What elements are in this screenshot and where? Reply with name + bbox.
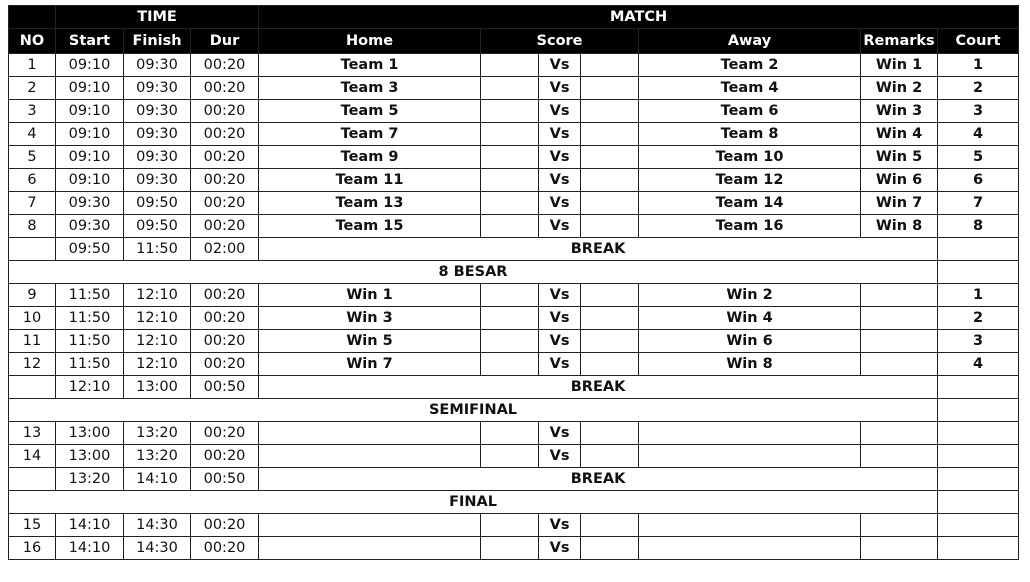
remarks [861,284,938,307]
match-schedule-table [8,5,1019,560]
header-no: NO [9,29,56,54]
away-team [639,537,861,560]
match-no [9,238,56,261]
match-no: 10 [9,307,56,330]
vs-label: Vs [539,307,581,330]
duration: 00:50 [191,376,259,399]
vs-label: Vs [539,77,581,100]
away-team: Team 10 [639,146,861,169]
duration: 00:20 [191,54,259,77]
header-row-top [9,6,1019,29]
away-score [581,100,639,123]
start-time: 14:10 [56,514,124,537]
court: 1 [938,54,1019,77]
away-team: Win 2 [639,284,861,307]
away-score [581,215,639,238]
table-row [9,514,1019,537]
header-away: Away [639,29,861,54]
table-row [9,100,1019,123]
home-score [481,100,539,123]
start-time: 09:10 [56,169,124,192]
duration: 00:20 [191,422,259,445]
remarks: Win 8 [861,215,938,238]
home-team: Team 15 [259,215,481,238]
vs-label: Vs [539,284,581,307]
away-score [581,514,639,537]
vs-label: Vs [539,514,581,537]
table-row [9,353,1019,376]
start-time: 09:50 [56,238,124,261]
vs-label: Vs [539,54,581,77]
start-time: 12:10 [56,376,124,399]
home-team [259,445,481,468]
start-time: 09:10 [56,123,124,146]
table-row [9,77,1019,100]
table-row [9,307,1019,330]
start-time: 13:20 [56,468,124,491]
duration: 00:20 [191,445,259,468]
home-score [481,330,539,353]
table-row [9,123,1019,146]
away-team: Team 16 [639,215,861,238]
finish-time: 11:50 [124,238,191,261]
home-score [481,353,539,376]
header-row-columns [9,29,1019,54]
table-row [9,445,1019,468]
finish-time: 09:30 [124,77,191,100]
remarks [861,514,938,537]
court [938,261,1019,284]
break-label: BREAK [259,468,938,491]
duration: 00:20 [191,215,259,238]
court [938,491,1019,514]
home-team: Win 3 [259,307,481,330]
start-time: 09:30 [56,215,124,238]
home-score [481,169,539,192]
table-row [9,54,1019,77]
start-time: 09:10 [56,100,124,123]
remarks: Win 4 [861,123,938,146]
match-no: 1 [9,54,56,77]
table-row [9,169,1019,192]
vs-label: Vs [539,422,581,445]
start-time: 11:50 [56,284,124,307]
court [938,468,1019,491]
match-no: 7 [9,192,56,215]
header-time: TIME [56,6,259,29]
vs-label: Vs [539,445,581,468]
finish-time: 09:30 [124,54,191,77]
home-team: Team 13 [259,192,481,215]
vs-label: Vs [539,330,581,353]
break-row [9,238,1019,261]
home-score [481,123,539,146]
duration: 00:20 [191,146,259,169]
start-time: 11:50 [56,330,124,353]
match-no: 8 [9,215,56,238]
court: 8 [938,215,1019,238]
remarks: Win 6 [861,169,938,192]
court: 3 [938,100,1019,123]
finish-time: 12:10 [124,353,191,376]
finish-time: 09:30 [124,123,191,146]
duration: 00:20 [191,192,259,215]
section-title-8-besar: 8 BESAR [9,261,938,284]
section-row [9,261,1019,284]
match-no: 9 [9,284,56,307]
match-no: 14 [9,445,56,468]
section-row [9,491,1019,514]
finish-time: 12:10 [124,330,191,353]
away-score [581,422,639,445]
remarks: Win 3 [861,100,938,123]
finish-time: 12:10 [124,284,191,307]
table-row [9,330,1019,353]
match-no [9,468,56,491]
start-time: 09:30 [56,192,124,215]
match-no: 5 [9,146,56,169]
table-row [9,284,1019,307]
court [938,537,1019,560]
duration: 00:20 [191,330,259,353]
section-title-semifinal: SEMIFINAL [9,399,938,422]
away-team: Team 2 [639,54,861,77]
remarks [861,353,938,376]
duration: 00:20 [191,100,259,123]
away-team: Team 14 [639,192,861,215]
home-score [481,146,539,169]
court [938,422,1019,445]
home-score [481,514,539,537]
away-score [581,445,639,468]
match-no: 6 [9,169,56,192]
away-score [581,169,639,192]
finish-time: 13:00 [124,376,191,399]
home-team: Team 3 [259,77,481,100]
match-no: 15 [9,514,56,537]
header-dur: Dur [191,29,259,54]
court: 2 [938,77,1019,100]
home-team: Win 7 [259,353,481,376]
away-score [581,123,639,146]
match-no [9,376,56,399]
home-team [259,514,481,537]
remarks [861,330,938,353]
away-team: Win 8 [639,353,861,376]
court [938,238,1019,261]
home-score [481,77,539,100]
duration: 00:50 [191,468,259,491]
vs-label: Vs [539,123,581,146]
home-team: Team 1 [259,54,481,77]
court: 5 [938,146,1019,169]
match-no: 16 [9,537,56,560]
duration: 00:20 [191,514,259,537]
header-start: Start [56,29,124,54]
section-row [9,399,1019,422]
finish-time: 13:20 [124,422,191,445]
remarks [861,445,938,468]
start-time: 09:10 [56,77,124,100]
table-row [9,146,1019,169]
finish-time: 09:30 [124,100,191,123]
table-row [9,215,1019,238]
home-score [481,307,539,330]
away-team: Team 4 [639,77,861,100]
header-finish: Finish [124,29,191,54]
home-score [481,422,539,445]
court: 4 [938,353,1019,376]
duration: 00:20 [191,169,259,192]
match-no: 3 [9,100,56,123]
start-time: 11:50 [56,353,124,376]
home-team: Win 5 [259,330,481,353]
home-team: Team 5 [259,100,481,123]
home-team: Team 7 [259,123,481,146]
away-team [639,445,861,468]
finish-time: 09:30 [124,169,191,192]
table-row [9,422,1019,445]
remarks [861,422,938,445]
away-team [639,514,861,537]
court: 2 [938,307,1019,330]
vs-label: Vs [539,146,581,169]
header-score: Score [481,29,639,54]
away-score [581,77,639,100]
break-label: BREAK [259,238,938,261]
home-score [481,445,539,468]
finish-time: 09:50 [124,215,191,238]
start-time: 09:10 [56,146,124,169]
match-no: 12 [9,353,56,376]
table-row [9,537,1019,560]
finish-time: 14:30 [124,537,191,560]
finish-time: 14:30 [124,514,191,537]
finish-time: 13:20 [124,445,191,468]
away-score [581,353,639,376]
match-no: 4 [9,123,56,146]
remarks: Win 1 [861,54,938,77]
home-team: Win 1 [259,284,481,307]
court [938,399,1019,422]
away-score [581,54,639,77]
home-team: Team 11 [259,169,481,192]
remarks: Win 5 [861,146,938,169]
away-score [581,146,639,169]
match-no: 13 [9,422,56,445]
court: 7 [938,192,1019,215]
away-score [581,284,639,307]
start-time: 13:00 [56,445,124,468]
away-team: Team 12 [639,169,861,192]
court: 1 [938,284,1019,307]
vs-label: Vs [539,215,581,238]
away-score [581,192,639,215]
match-no: 2 [9,77,56,100]
match-no: 11 [9,330,56,353]
away-team [639,422,861,445]
break-row [9,376,1019,399]
home-score [481,192,539,215]
header-match: MATCH [259,6,1019,29]
duration: 02:00 [191,238,259,261]
duration: 00:20 [191,123,259,146]
away-score [581,307,639,330]
break-label: BREAK [259,376,938,399]
away-team: Team 6 [639,100,861,123]
remarks: Win 2 [861,77,938,100]
vs-label: Vs [539,537,581,560]
court: 6 [938,169,1019,192]
break-row [9,468,1019,491]
court [938,376,1019,399]
vs-label: Vs [539,353,581,376]
finish-time: 09:30 [124,146,191,169]
home-score [481,215,539,238]
away-team: Win 6 [639,330,861,353]
duration: 00:20 [191,307,259,330]
away-score [581,330,639,353]
home-team [259,422,481,445]
home-score [481,54,539,77]
court: 4 [938,123,1019,146]
remarks [861,307,938,330]
vs-label: Vs [539,100,581,123]
home-score [481,284,539,307]
header-home: Home [259,29,481,54]
vs-label: Vs [539,192,581,215]
away-team: Win 4 [639,307,861,330]
remarks [861,537,938,560]
header-court: Court [938,29,1019,54]
finish-time: 14:10 [124,468,191,491]
header-blank [9,6,56,29]
court: 3 [938,330,1019,353]
start-time: 11:50 [56,307,124,330]
remarks: Win 7 [861,192,938,215]
duration: 00:20 [191,353,259,376]
duration: 00:20 [191,77,259,100]
start-time: 14:10 [56,537,124,560]
duration: 00:20 [191,284,259,307]
vs-label: Vs [539,169,581,192]
duration: 00:20 [191,537,259,560]
away-score [581,537,639,560]
table-row [9,192,1019,215]
start-time: 13:00 [56,422,124,445]
header-remarks: Remarks [861,29,938,54]
away-team: Team 8 [639,123,861,146]
finish-time: 12:10 [124,307,191,330]
home-team: Team 9 [259,146,481,169]
court [938,445,1019,468]
section-title-final: FINAL [9,491,938,514]
start-time: 09:10 [56,54,124,77]
court [938,514,1019,537]
finish-time: 09:50 [124,192,191,215]
home-score [481,537,539,560]
home-team [259,537,481,560]
